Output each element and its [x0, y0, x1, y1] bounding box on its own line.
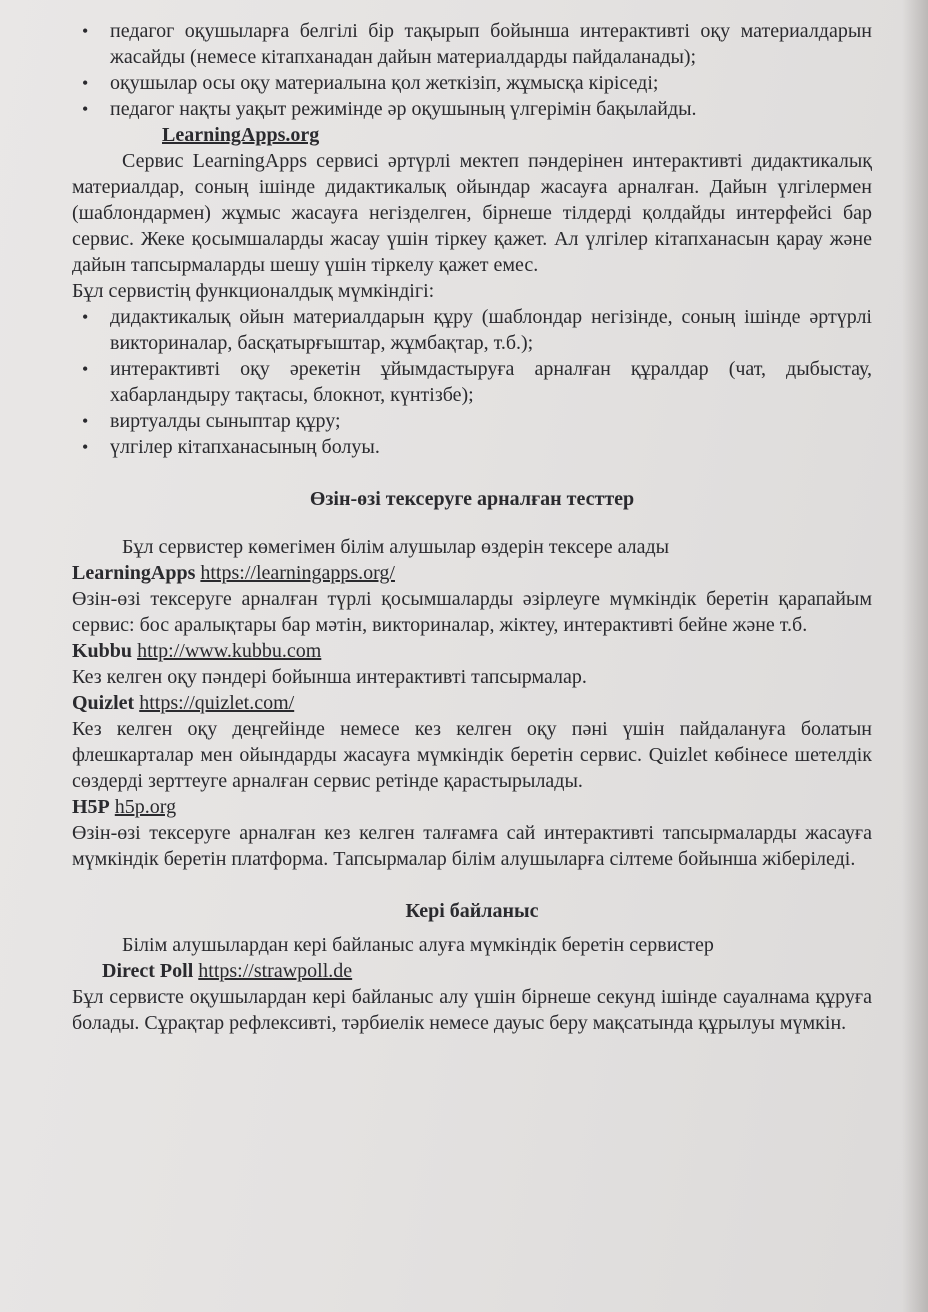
service-description: Бұл сервисте оқушылардан кері байланыс алу үшін бірнеше секунд ішінде сауалнама құруға болады. Сұрақтар рефлексивті, тәрбиелік немесе дауыс беру мақсатында құрылуы мүмкін. — [72, 986, 872, 1034]
learningapps-section-title: LearningApps.org — [162, 124, 320, 146]
service-description: Өзін-өзі тексеруге арналған түрлі қосымшаларды әзірлеуге мүмкіндік беретін қарапайым сервис: бос аралықтары бар мәтін, викториналар, жіктеу, интерактивті бейне және т.б. — [72, 588, 872, 636]
service-entry — [72, 958, 872, 984]
page-fold-shadow — [902, 0, 928, 1312]
service-entry — [72, 638, 872, 664]
list-item: • интерактивті оқу әрекетін ұйымдастыруға арналған құралдар (чат, дыбыстау, хабарландыру тақтасы, блокнот, күнтізбе); — [72, 356, 872, 408]
service-link[interactable]: http://www.kubbu.com — [137, 640, 322, 662]
feedback-heading: Кері байланыс — [405, 900, 539, 922]
service-link[interactable]: https://strawpoll.de — [198, 960, 353, 982]
list-item: • дидактикалық ойын материалдарын құру (шаблондар негізінде, соның ішінде әртүрлі викториналар, басқатырғыштар, жұмбақтар, т.б.); — [72, 304, 872, 356]
list-item: • оқушылар осы оқу материалына қол жеткізіп, жұмысқа кіріседі; — [72, 70, 872, 96]
feedback-intro: Білім алушылардан кері байланыс алуға мүмкіндік беретін сервистер — [122, 934, 714, 956]
service-description: Кез келген оқу пәндері бойынша интерактивті тапсырмалар. — [72, 666, 587, 688]
self-test-heading: Өзін-өзі тексеруге арналған тесттер — [309, 488, 635, 510]
service-name: Quizlet — [72, 692, 135, 714]
service-link[interactable]: https://quizlet.com/ — [139, 692, 295, 714]
service-description: Кез келген оқу деңгейінде немесе кез келген оқу пәні үшін пайдалануға болатын флешкарталар мен ойындарды жасауға мүмкіндік беретін сервис. Quizlet көбінесе шетелдік сөздерді зерттеуге арналған сервис ретінде қарастырылады. — [72, 718, 872, 792]
service-entry — [72, 690, 872, 716]
intro-list — [72, 18, 872, 122]
service-entry — [72, 794, 872, 820]
list-item: • үлгілер кітапханасының болуы. — [72, 434, 872, 460]
service-name: Direct Poll — [102, 960, 194, 982]
service-description: Өзін-өзі тексеруге арналған кез келген талғамға сай интерактивті тапсырмаларды жасауға мүмкіндік беретін платформа. Тапсырмалар білім алушыларға сілтеме бойынша жіберіледі. — [72, 822, 872, 870]
service-name: H5P — [72, 796, 110, 818]
features-intro: Бұл сервистің функционалдық мүмкіндігі: — [72, 280, 435, 302]
service-name: Kubbu — [72, 640, 133, 662]
service-name: LearningApps — [72, 562, 196, 584]
list-item: • педагог нақты уақыт режимінде әр оқушының үлгерімін бақылайды. — [72, 96, 872, 122]
service-link[interactable]: https://learningapps.org/ — [200, 562, 395, 584]
page-content — [72, 18, 872, 1036]
features-list — [72, 304, 872, 460]
learningapps-description: Сервис LearningApps сервисі әртүрлі мектеп пәндерінен интерактивті дидактикалық материалдар, соның ішінде дидактикалық ойындар жасауға арналған. Дайын үлгілермен (шаблондармен) жұмыс жасауға негізделген, бірнеше тілдерді қолдайды интерфейсі бар сервис. Жеке қосымшаларды жасау үшін тіркеу қажет. Ал үлгілер кітапханасын қарау және дайын тапсырмаларды шешу үшін тіркелу қажет емес. — [72, 150, 872, 276]
service-entry — [72, 560, 872, 586]
service-link[interactable]: h5p.org — [114, 796, 177, 818]
list-item: • виртуалды сыныптар құру; — [72, 408, 872, 434]
self-test-intro: Бұл сервистер көмегімен білім алушылар өздерін тексере алады — [122, 536, 670, 558]
list-item: • педагог оқушыларға белгілі бір тақырып бойынша интерактивті оқу материалдарын жасайды (немесе кітапханадан дайын материалдарды пайдаланады); — [72, 18, 872, 70]
